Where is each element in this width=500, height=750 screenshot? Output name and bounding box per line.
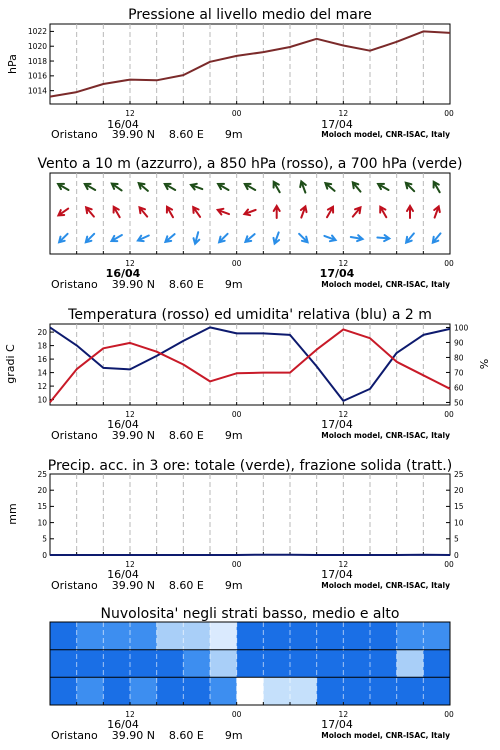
y-tick-label: 25 bbox=[454, 469, 464, 479]
cloud-cell-basso bbox=[343, 677, 370, 705]
pressure-ylabel: hPa bbox=[6, 54, 19, 74]
cloud-cell-alto bbox=[397, 622, 424, 650]
cloud-cell-medio bbox=[130, 650, 157, 678]
wind-footer bbox=[51, 267, 450, 291]
cloud-cell-medio bbox=[237, 650, 264, 678]
y-tick-label: 14 bbox=[37, 368, 47, 378]
temperature-frame bbox=[50, 324, 450, 405]
cloud-cell-medio bbox=[263, 650, 290, 678]
wind-date-1: 16/04 bbox=[105, 267, 141, 280]
cloud-cell-alto bbox=[343, 622, 370, 650]
wind-model: Moloch model, CNR-ISAC, Italy bbox=[321, 280, 450, 289]
cloud-cell-alto bbox=[290, 622, 317, 650]
cloud-cell-alto bbox=[263, 622, 290, 650]
cloud-cell-alto bbox=[423, 622, 450, 650]
cloud-cell-alto bbox=[103, 622, 130, 650]
precip-ylabel: mm bbox=[6, 503, 19, 525]
y-tick-label: 5 bbox=[454, 534, 459, 544]
cloud-footer bbox=[51, 718, 450, 742]
cloud-title: Nuvolosita' negli strati basso, medio e alto bbox=[100, 606, 400, 622]
y-tick-label: 1018 bbox=[27, 56, 47, 66]
cloud-cells bbox=[50, 622, 450, 705]
y-tick-label: 60 bbox=[454, 383, 464, 393]
x-tick-label: 00 bbox=[444, 710, 454, 719]
cloud-cell-medio bbox=[423, 650, 450, 678]
pressure-panel bbox=[6, 7, 454, 141]
cloud-cell-basso bbox=[290, 677, 317, 705]
cloud-location: Oristano 39.90 N 8.60 E 9m bbox=[51, 729, 243, 742]
humidity-ylabel: % bbox=[478, 358, 491, 370]
y-tick-label: 20 bbox=[37, 327, 47, 337]
cloud-cell-alto bbox=[157, 622, 184, 650]
cloud-date-2: 17/04 bbox=[321, 718, 353, 731]
x-tick-label: 12 bbox=[338, 259, 349, 268]
cloud-cell-medio bbox=[397, 650, 424, 678]
y-tick-label: 20 bbox=[454, 486, 464, 495]
cloud-cell-medio bbox=[370, 650, 397, 678]
cloud-cell-alto bbox=[370, 622, 397, 650]
cloud-cell-alto bbox=[130, 622, 157, 650]
precip-date-2: 17/04 bbox=[321, 568, 353, 581]
y-tick-label: 20 bbox=[37, 486, 47, 495]
wind-date-2: 17/04 bbox=[319, 267, 355, 280]
temperature-title: Temperatura (rosso) ed umidita' relativa (blu) a 2 m bbox=[68, 307, 432, 323]
x-tick-label: 12 bbox=[125, 109, 135, 118]
x-tick-label: 12 bbox=[125, 410, 135, 419]
cloud-cell-basso bbox=[397, 677, 424, 705]
temperature-date-1: 16/04 bbox=[107, 418, 139, 431]
y-tick-label: 10 bbox=[37, 518, 47, 528]
cloud-cell-medio bbox=[157, 650, 184, 678]
y-tick-label: 16 bbox=[37, 354, 47, 364]
x-tick-label: 00 bbox=[231, 710, 242, 719]
x-tick-label: 00 bbox=[444, 259, 454, 268]
temperature-ylabel: gradi C bbox=[4, 344, 17, 384]
cloud-cell-basso bbox=[317, 677, 344, 705]
y-tick-label: 1014 bbox=[27, 86, 47, 96]
cloud-cell-medio bbox=[210, 650, 237, 678]
precip-frame bbox=[50, 474, 450, 555]
cloud-cell-medio bbox=[343, 650, 370, 678]
x-tick-label: 00 bbox=[231, 259, 242, 268]
precip-title: Precip. acc. in 3 ore: totale (verde), frazione solida (tratt.) bbox=[47, 458, 453, 474]
y-tick-label: 1020 bbox=[27, 42, 47, 52]
pressure-title: Pressione al livello medio del mare bbox=[128, 7, 372, 23]
y-tick-label: 15 bbox=[37, 502, 47, 512]
x-tick-label: 00 bbox=[231, 109, 242, 118]
cloud-cell-basso bbox=[103, 677, 130, 705]
cloud-cell-basso bbox=[370, 677, 397, 705]
cloud-panel bbox=[50, 606, 454, 742]
x-tick-label: 12 bbox=[338, 109, 349, 118]
y-tick-label: 15 bbox=[454, 502, 464, 512]
y-tick-label: 10 bbox=[454, 518, 464, 528]
cloud-cell-alto bbox=[183, 622, 210, 650]
x-tick-label: 00 bbox=[444, 410, 454, 419]
cloud-cell-basso bbox=[423, 677, 450, 705]
y-tick-label: 1022 bbox=[27, 27, 47, 37]
cloud-cell-medio bbox=[290, 650, 317, 678]
y-tick-label: 1016 bbox=[27, 71, 47, 81]
cloud-cell-alto bbox=[50, 622, 77, 650]
pressure-footer bbox=[51, 118, 450, 141]
x-tick-label: 00 bbox=[231, 560, 242, 569]
temperature-panel bbox=[4, 307, 491, 442]
y-tick-label: 90 bbox=[454, 338, 464, 348]
temperature-date-2: 17/04 bbox=[321, 418, 353, 431]
cloud-cell-basso bbox=[77, 677, 104, 705]
cloud-cell-alto bbox=[210, 622, 237, 650]
cloud-cell-basso bbox=[183, 677, 210, 705]
x-tick-label: 12 bbox=[338, 560, 349, 569]
pressure-date-2: 17/04 bbox=[321, 118, 353, 131]
cloud-model: Moloch model, CNR-ISAC, Italy bbox=[321, 731, 450, 740]
precip-location: Oristano 39.90 N 8.60 E 9m bbox=[51, 579, 243, 592]
wind-title: Vento a 10 m (azzurro), a 850 hPa (rosso), a 700 hPa (verde) bbox=[37, 156, 463, 172]
y-tick-label: 25 bbox=[37, 469, 47, 479]
pressure-model: Moloch model, CNR-ISAC, Italy bbox=[321, 130, 450, 139]
x-tick-label: 12 bbox=[338, 410, 349, 419]
cloud-cell-medio bbox=[77, 650, 104, 678]
cloud-cell-medio bbox=[183, 650, 210, 678]
x-tick-label: 00 bbox=[444, 109, 454, 118]
pressure-frame bbox=[50, 24, 450, 104]
cloud-cell-medio bbox=[103, 650, 130, 678]
precip-date-1: 16/04 bbox=[107, 568, 139, 581]
cloud-cell-basso bbox=[237, 677, 264, 705]
cloud-cell-basso bbox=[50, 677, 77, 705]
wind-panel bbox=[37, 156, 462, 291]
cloud-cell-basso bbox=[263, 677, 290, 705]
temperature-model: Moloch model, CNR-ISAC, Italy bbox=[321, 431, 450, 440]
x-tick-label: 12 bbox=[125, 710, 135, 719]
y-tick-label: 80 bbox=[454, 353, 464, 363]
x-tick-label: 12 bbox=[125, 259, 135, 268]
y-tick-label: 10 bbox=[37, 395, 47, 405]
y-tick-label: 5 bbox=[42, 534, 47, 544]
y-tick-label: 0 bbox=[454, 550, 459, 560]
x-tick-label: 12 bbox=[338, 710, 349, 719]
pressure-date-1: 16/04 bbox=[107, 118, 139, 131]
y-tick-label: 100 bbox=[454, 323, 469, 333]
cloud-cell-basso bbox=[210, 677, 237, 705]
cloud-cell-medio bbox=[50, 650, 77, 678]
cloud-cell-medio bbox=[317, 650, 344, 678]
cloud-cell-alto bbox=[237, 622, 264, 650]
temperature-footer bbox=[51, 418, 450, 442]
y-tick-label: 0 bbox=[42, 550, 47, 560]
x-tick-label: 00 bbox=[444, 560, 454, 569]
x-tick-label: 12 bbox=[125, 560, 135, 569]
pressure-location: Oristano 39.90 N 8.60 E 9m bbox=[51, 128, 243, 141]
cloud-cell-basso bbox=[130, 677, 157, 705]
precip-panel bbox=[6, 458, 464, 592]
cloud-cell-alto bbox=[77, 622, 104, 650]
x-tick-label: 00 bbox=[231, 410, 242, 419]
y-tick-label: 18 bbox=[37, 341, 47, 351]
cloud-date-1: 16/04 bbox=[107, 718, 139, 731]
temperature-location: Oristano 39.90 N 8.60 E 9m bbox=[51, 429, 243, 442]
wind-location: Oristano 39.90 N 8.60 E 9m bbox=[51, 278, 243, 291]
y-tick-label: 12 bbox=[37, 381, 47, 391]
cloud-cell-alto bbox=[317, 622, 344, 650]
precip-model: Moloch model, CNR-ISAC, Italy bbox=[321, 581, 450, 590]
y-tick-label: 50 bbox=[454, 398, 464, 408]
precip-footer bbox=[51, 568, 450, 592]
y-tick-label: 70 bbox=[454, 368, 464, 378]
cloud-cell-basso bbox=[157, 677, 184, 705]
